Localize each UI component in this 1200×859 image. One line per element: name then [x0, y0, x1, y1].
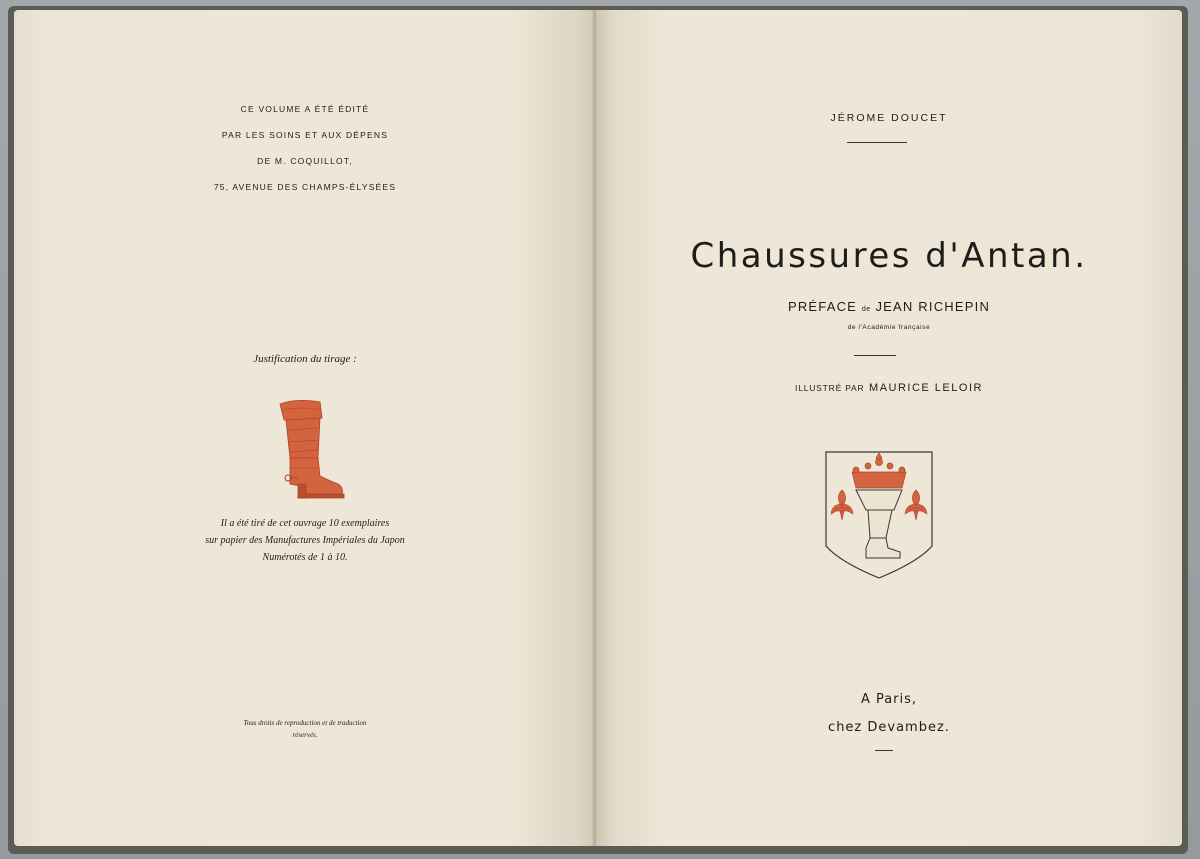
justification-text: [14, 515, 596, 566]
illustrated-word: ILLUSTRÉ PAR: [795, 383, 865, 393]
illustrator-name: MAURICE LELOIR: [869, 382, 983, 394]
rights-notice: [14, 717, 596, 741]
divider-rule: [875, 750, 893, 751]
right-page: [596, 10, 1182, 846]
coat-of-arms-icon: [822, 448, 936, 582]
author-name: JÉROME DOUCET: [830, 112, 948, 124]
rights-line: Tous droits de reproduction et de traduction: [243, 719, 367, 727]
divider-rule: [854, 355, 896, 356]
preface-line: [596, 299, 1182, 314]
book-title: Chaussures d'Antan.: [690, 235, 1088, 276]
publication-place: A Paris,: [860, 692, 918, 707]
imprint-line: CE VOLUME A ÉTÉ ÉDITÉ: [240, 104, 370, 114]
academy-credit: de l'Académie française: [847, 324, 931, 331]
justification-line: Il a été tiré de cet ouvrage 10 exemplaires: [220, 518, 390, 529]
preface-de: de: [861, 306, 871, 313]
imprint-line: DE M. COQUILLOT,: [257, 156, 353, 166]
justification-line: Numérotés de 1 à 10.: [262, 552, 348, 563]
preface-author: JEAN RICHEPIN: [875, 299, 991, 314]
imprint-line: PAR LES SOINS ET AUX DÉPENS: [221, 130, 389, 140]
illustrator-line: [596, 382, 1182, 394]
left-page: [14, 10, 596, 846]
preface-word: PRÉFACE: [787, 299, 858, 314]
publisher-name: chez Devambez.: [828, 720, 950, 735]
publisher-block: [596, 686, 1182, 742]
justification-title: Justification du tirage :: [253, 353, 357, 365]
imprint-line: 75, AVENUE DES CHAMPS-ÉLYSÉES: [213, 182, 397, 192]
boot-icon: [276, 398, 346, 502]
imprint-block: [14, 96, 596, 200]
rights-line: réservés.: [292, 731, 318, 739]
divider-rule: [847, 142, 907, 143]
justification-line: sur papier des Manufactures Impériales du Japon: [205, 535, 405, 546]
